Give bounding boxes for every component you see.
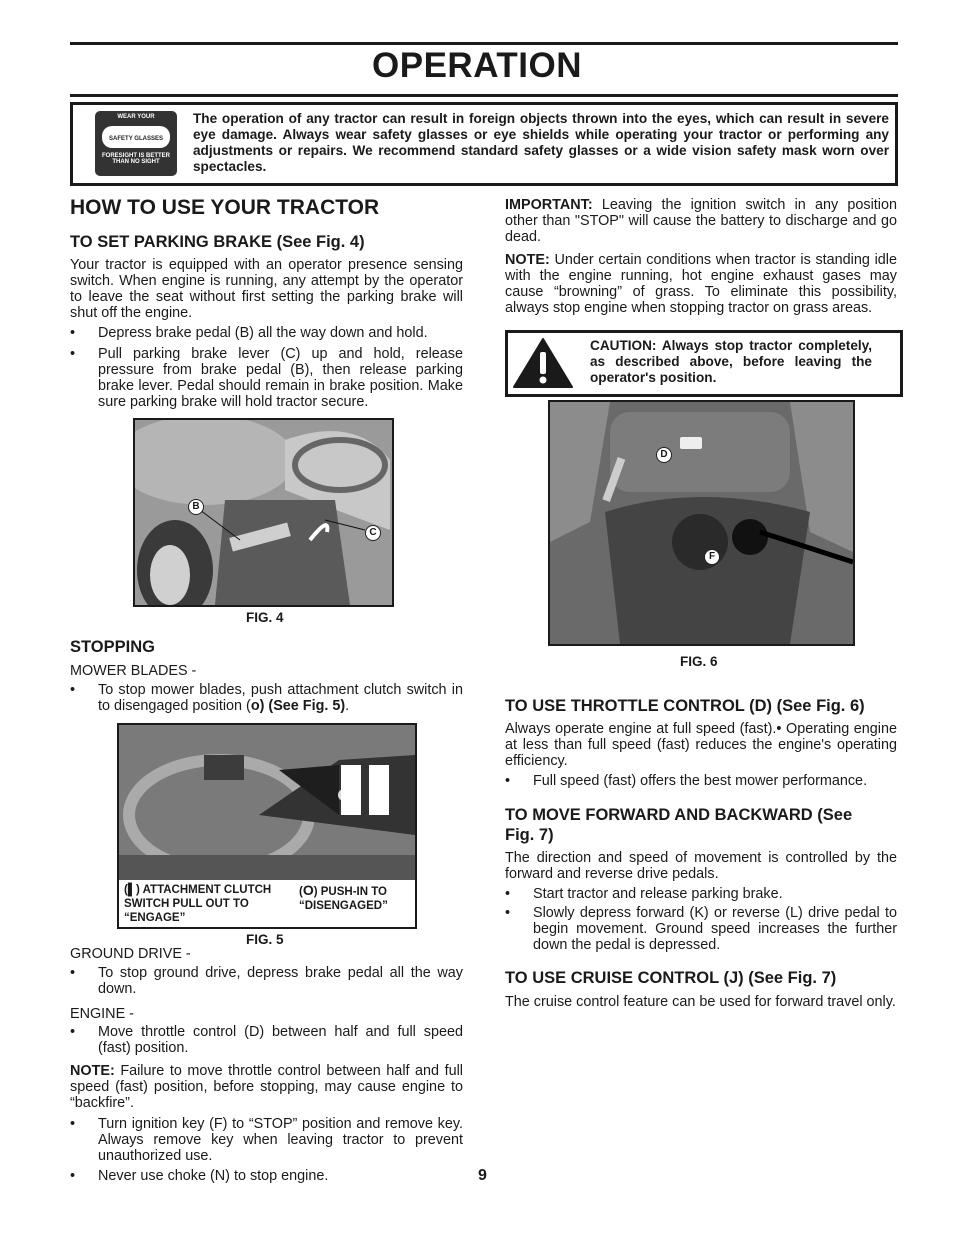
list-item: • Move throttle control (D) between half and full speed (fast) position. [70,1024,463,1056]
figure-reference: ) (See Fig. 5) [259,698,346,714]
ground-drive-label: GROUND DRIVE - [70,946,191,962]
note-label: NOTE: [505,252,550,268]
important-label: IMPORTANT: [505,197,593,213]
figure-5-label-left: (▌) ATTACHMENT CLUTCH SWITCH PULL OUT TO “ENGAGE” [124,884,272,924]
page-title: OPERATION [372,46,582,85]
callout-f: F [704,549,720,565]
figure-5-image [117,723,417,929]
glasses-icon [101,122,171,150]
top-rule [70,42,898,45]
list-item: • Pull parking brake lever (C) up and hold, release pressure from brake pedal (B), then release parking brake lever. Pedal should remain in brake position. Make sure parking brake will hold tractor secure. [70,346,463,410]
cruise-text: The cruise control feature can be used for forward travel only. [505,994,896,1010]
parking-brake-intro: Your tractor is equipped with an operator presence sensing switch. When engine is running, any attempt by the operator to leave the seat without first setting the parking brake will shut off the engine. [70,257,463,321]
list-item: • Never use choke (N) to stop engine. [70,1168,329,1184]
note-text: Failure to move throttle control between half and full speed (fast) position, before stopping, may cause engine to “backfire”. [70,1063,463,1111]
list-item: • Slowly depress forward (K) or reverse (L) drive pedal to begin movement. Ground speed increases the further down the pedal is depressed. [505,905,897,953]
list-item: • To stop ground drive, depress brake pedal all the way down. [70,965,463,997]
throttle-text: Always operate engine at full speed (fast).• Operating engine at less than full speed (fast) reduces the engine's operating efficiency. [505,721,897,769]
throttle-heading: TO USE THROTTLE CONTROL (D) (See Fig. 6) [505,697,865,715]
list-item-text: Pull parking brake lever (C) up and hold, release pressure from brake pedal (B), then release parking brake lever. Pedal should remain in brake position. Make sure parking brake will hold tractor secure. [98,346,463,410]
stopping-heading: STOPPING [70,638,155,656]
caution-text: CAUTION: Always stop tractor completely, as described above, before leaving the operator's position. [590,338,872,385]
tractor-brake-illustration [135,420,392,605]
figure-5-label-right: (O) PUSH-IN TO “DISENGAGED” [299,882,388,912]
label-text: ) ATTACHMENT CLUTCH SWITCH PULL OUT TO “ENGAGE” [124,884,272,924]
figure-6-image [548,400,855,646]
icon-text-line: FORESIGHT IS BETTER [101,153,170,159]
list-item-text: Depress brake pedal (B) all the way down and hold. [98,325,428,341]
note-label: NOTE: [70,1063,115,1079]
engine-label: ENGINE - [70,1006,134,1022]
note-text: Under certain conditions when tractor is standing idle with the engine running, hot engine exhaust gases may cause “browning” of grass. To eliminate this possibility, always stop engine when stopping tractor on grass areas. [505,252,897,316]
callout-b: B [188,499,204,515]
important-text: Leaving the ignition switch in any position other than "STOP" will cause the battery to discharge and go dead. [505,197,897,245]
icon-text-line: THAN NO SIGHT [112,159,160,165]
figure-4-image [133,418,394,607]
disengaged-symbol-icon: o [250,698,260,714]
safety-glasses-icon [95,111,177,176]
list-item-text: Move throttle control (D) between half and full speed (fast) position. [98,1024,463,1056]
pull-out-symbol-icon: ▌ [127,884,136,896]
mower-blades-label: MOWER BLADES - [70,663,197,679]
list-item-text: Start tractor and release parking brake. [533,886,783,902]
list-item: • Depress brake pedal (B) all the way down and hold. [70,325,428,341]
list-item: • To stop mower blades, push attachment clutch switch in to disengaged position (o) (See Fig. 5). [70,682,463,714]
clutch-switch-illustration [119,725,415,880]
page-number: 9 [478,1167,487,1184]
dashboard-illustration [550,402,853,644]
cruise-heading: TO USE CRUISE CONTROL (J) (See Fig. 7) [505,969,837,987]
callout-c: C [365,525,381,541]
icon-text-line: SAFETY GLASSES [109,136,163,142]
forward-backward-heading: TO MOVE FORWARD AND BACKWARD (See Fig. 7) [505,806,853,844]
backfire-note [70,1063,463,1111]
list-item: • Turn ignition key (F) to “STOP” position and remove key. Always remove key when leaving tractor to prevent unauthorized use. [70,1116,463,1164]
safety-warning-box [70,102,898,186]
section-heading: HOW TO USE YOUR TRACTOR [70,196,380,219]
caution-box [505,330,903,397]
safety-warning-text: The operation of any tractor can result in foreign objects thrown into the eyes, which can result in severe eye damage. Always wear safety glasses or eye shields while operating your tractor or performing any adjustments or repairs. We recommend standard safety glasses or a wide vision safety mask worn over spectacles. [193,111,889,174]
list-item-text: Never use choke (N) to stop engine. [98,1168,329,1184]
list-item-text: To stop ground drive, depress brake pedal all the way down. [98,965,463,997]
figure-6-caption: FIG. 6 [680,654,718,669]
list-item: • Full speed (fast) offers the best mower performance. [505,773,868,789]
callout-d: D [656,447,672,463]
exhaust-note [505,252,897,316]
list-item: • Start tractor and release parking brake. [505,886,783,902]
figure-5-caption: FIG. 5 [246,932,284,947]
forward-backward-text: The direction and speed of movement is controlled by the forward and reverse drive pedals. [505,850,897,882]
list-item-text: . [345,698,350,714]
warning-triangle-icon [512,337,574,389]
icon-text-line: WEAR YOUR [117,114,155,120]
figure-4-caption: FIG. 4 [246,610,284,625]
push-in-symbol-icon: O [302,882,314,898]
list-item-text: Turn ignition key (F) to “STOP” position and remove key. Always remove key when leaving tractor to prevent unauthorized use. [98,1116,463,1164]
list-item-text: Full speed (fast) offers the best mower performance. [533,773,868,789]
parking-brake-heading: TO SET PARKING BRAKE (See Fig. 4) [70,233,365,251]
list-item-text: Slowly depress forward (K) or reverse (L) drive pedal to begin movement. Ground speed increases the further down the pedal is depressed. [533,905,897,953]
important-note [505,197,897,245]
list-item-text: To stop mower blades, push attachment clutch switch in to disengaged position ( [98,682,463,714]
title-rule [70,94,898,97]
label-text: ) PUSH-IN TO “DISENGAGED” [299,886,388,912]
